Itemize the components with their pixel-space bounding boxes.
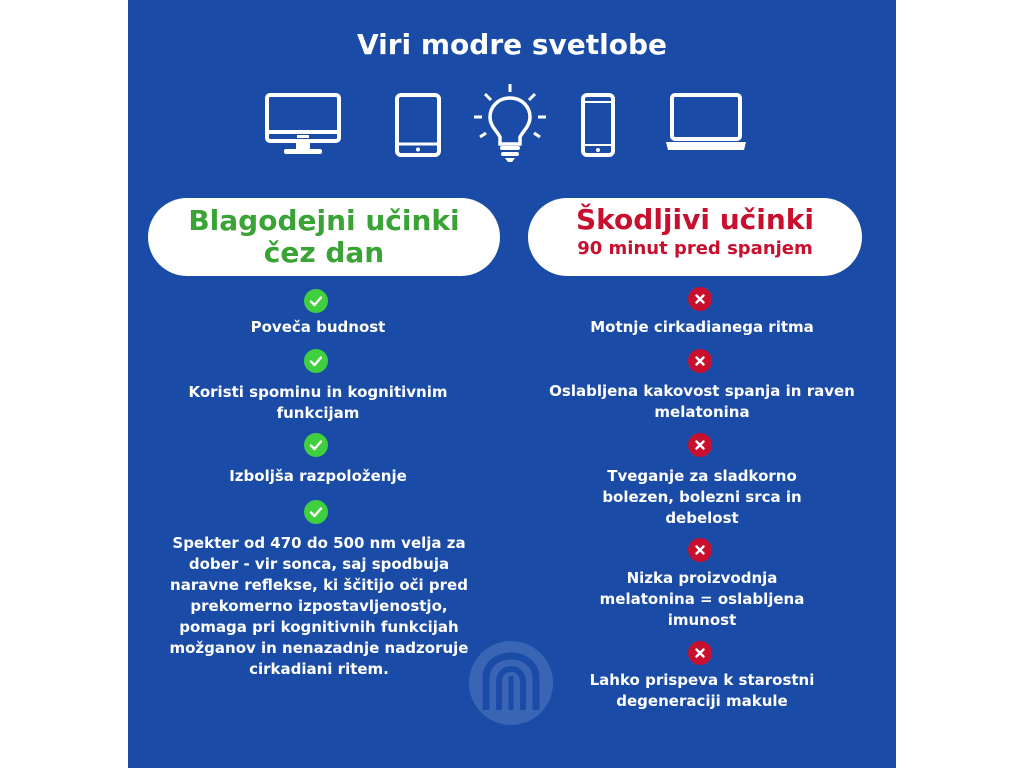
benefit-item: Spekter od 470 do 500 nm velja za dober - vir sonca, saj spodbuja naravne reflekse, ki ščitijo oči pred prekomerno izpostavljenostjo, pomaga pri kognitivnih funkcijah možganov in nenazadnje nadzoruje cirkadiani ritem. — [169, 534, 469, 678]
check-icon — [304, 500, 328, 524]
harm-item: Motnje cirkadianega ritma — [590, 318, 814, 336]
watermark-logo — [468, 638, 554, 728]
cross-icon — [688, 287, 712, 311]
monitor-icon — [264, 92, 342, 158]
light-bulb-icon — [472, 82, 548, 166]
check-icon — [304, 349, 328, 373]
device-icons-row — [128, 80, 896, 170]
benefit-item: Koristi spominu in kognitivnim funkcijam — [188, 383, 448, 422]
page-title: Viri modre svetlobe — [356, 28, 668, 61]
check-icon — [304, 289, 328, 313]
harm-item: Lahko prispeva k starostni degeneraciji makule — [589, 671, 815, 710]
infographic-panel — [128, 0, 896, 768]
harm-item: Nizka proizvodnja melatonina = oslabljena imunost — [599, 569, 805, 629]
harm-item: Oslabljena kakovost spanja in raven melatonina — [549, 382, 855, 421]
smartphone-icon — [580, 92, 616, 158]
cross-icon — [688, 433, 712, 457]
harm-item: Tveganje za sladkorno bolezen, bolezni srca in debelost — [602, 467, 802, 527]
benefits-heading — [148, 198, 500, 276]
tablet-icon — [394, 92, 442, 158]
harms-heading-line2: 90 minut pred spanjem — [577, 238, 813, 259]
cross-icon — [688, 538, 712, 562]
benefits-heading-line1: Blagodejni učinki — [188, 204, 460, 237]
harms-heading-line1: Škodljivi učinki — [576, 203, 814, 236]
laptop-icon — [664, 92, 748, 154]
harms-heading — [528, 198, 862, 276]
benefit-item: Poveča budnost — [250, 318, 386, 336]
benefits-heading-line2: čez dan — [263, 236, 385, 269]
cross-icon — [688, 641, 712, 665]
check-icon — [304, 433, 328, 457]
benefit-item: Izboljša razpoloženje — [229, 467, 407, 485]
cross-icon — [688, 349, 712, 373]
